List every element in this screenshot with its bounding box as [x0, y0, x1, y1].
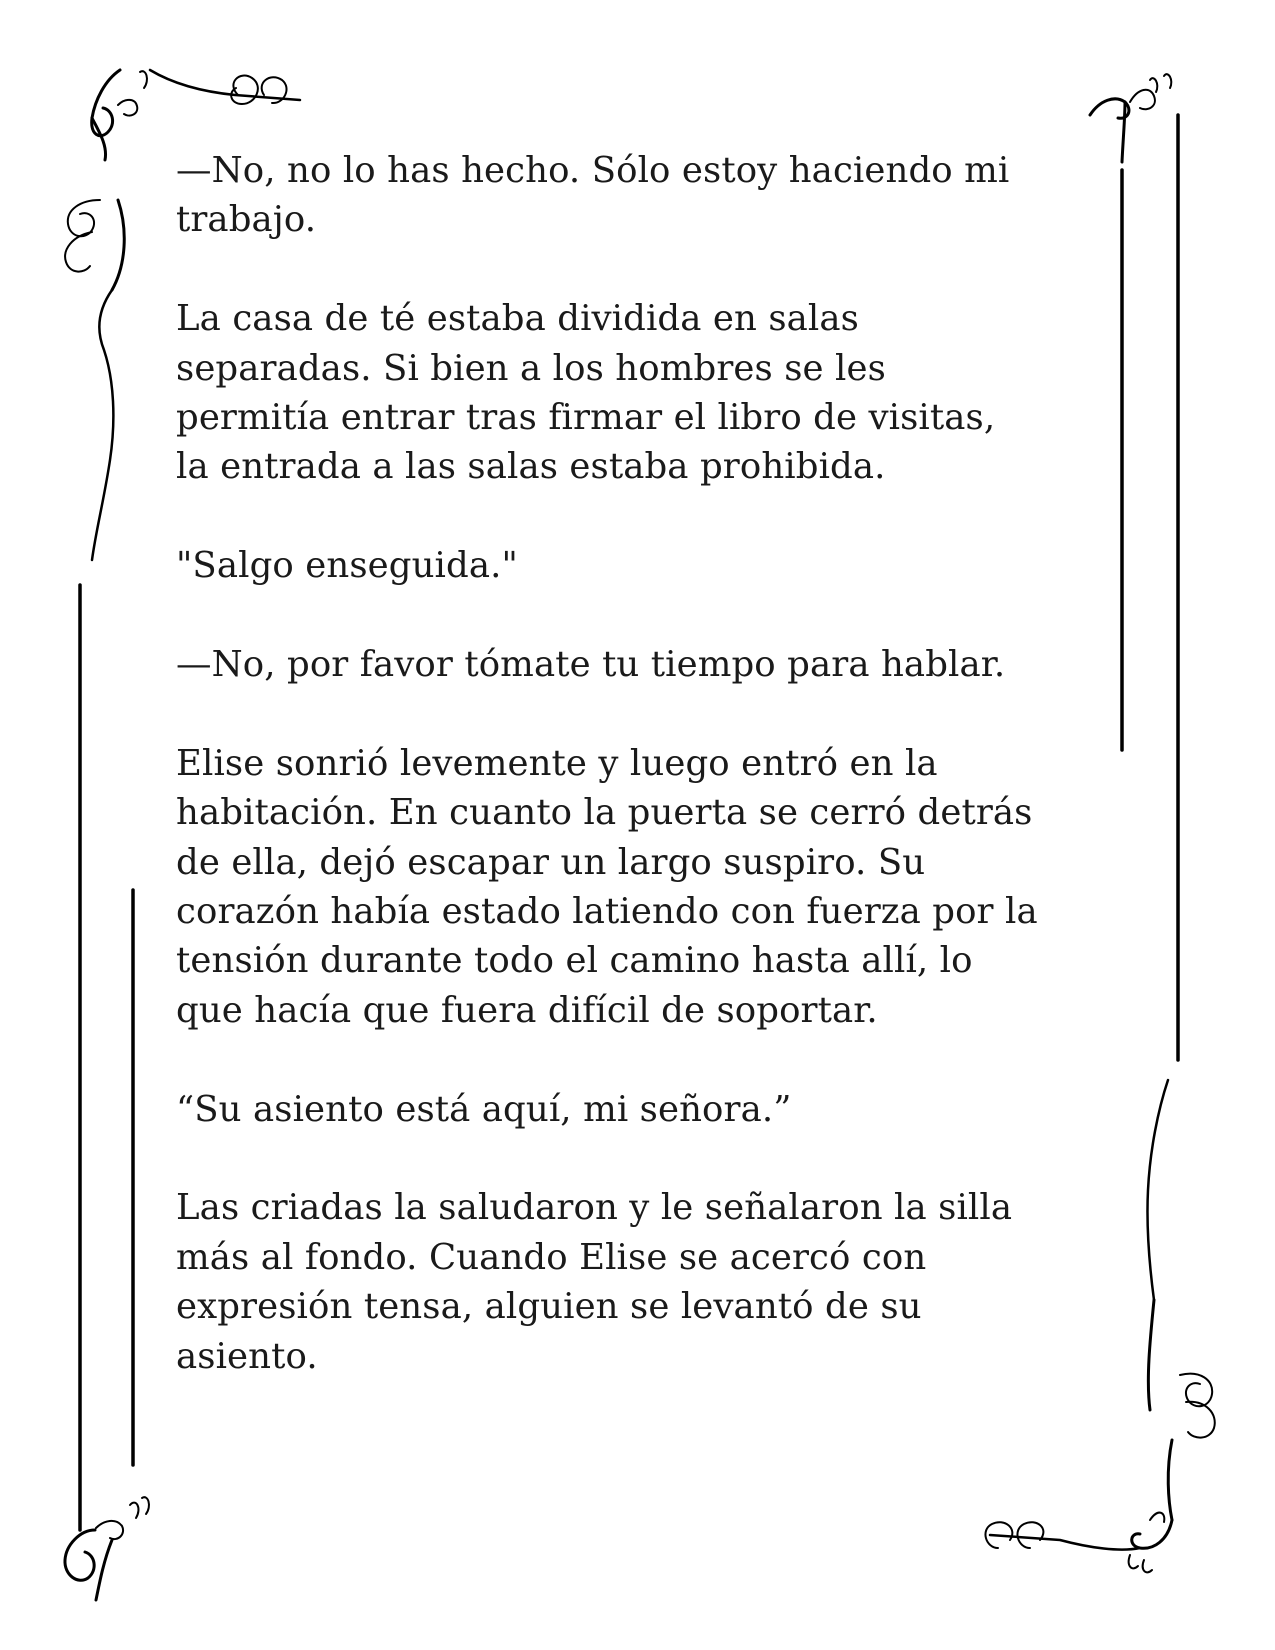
text-line: La casa de té estaba dividida en salas [176, 298, 859, 340]
paragraph-narration-1 [176, 294, 1096, 492]
text-line: "Salgo enseguida." [176, 545, 518, 587]
text-line: la entrada a las salas estaba prohibida. [176, 446, 886, 488]
text-line: tensión durante todo el camino hasta allí, lo [176, 940, 973, 982]
text-line: habitación. En cuanto la puerta se cerró detrás [176, 792, 1033, 834]
paragraph-dialogue-4 [176, 1085, 1096, 1134]
text-line: —No, no lo has hecho. Sólo estoy haciendo mi [176, 150, 1010, 191]
text-line: asiento. [176, 1335, 318, 1377]
paragraph-dialogue-2 [176, 541, 1096, 590]
text-line: “Su asiento está aquí, mi señora.” [176, 1088, 792, 1130]
paragraph-narration-3 [176, 1183, 1096, 1381]
chapter-text [176, 146, 1096, 1430]
text-line: que hacía que fuera difícil de soportar. [176, 989, 878, 1031]
text-line: corazón había estado latiendo con fuerza por la [176, 891, 1038, 933]
paragraph-dialogue-3 [176, 640, 1096, 689]
text-line: separadas. Si bien a los hombres se les [176, 347, 886, 389]
top-right-flourish [1090, 74, 1171, 162]
text-line: —No, por favor tómate tu tiempo para hablar. [176, 644, 1006, 686]
paragraph-narration-2 [176, 739, 1096, 1035]
text-line: Las criadas la saludaron y le señalaron la silla [176, 1187, 1013, 1229]
text-line: de ella, dejó escapar un largo suspiro. Su [176, 841, 926, 883]
text-line: Elise sonrió levemente y luego entró en la [176, 742, 938, 784]
text-line: expresión tensa, alguien se levantó de su [176, 1286, 922, 1328]
text-line: trabajo. [176, 199, 317, 241]
paragraph-dialogue-1 [176, 146, 1096, 245]
text-line: permitía entrar tras firmar el libro de visitas, [176, 397, 996, 439]
text-line: más al fondo. Cuando Elise se acercó con [176, 1236, 927, 1278]
bottom-left-flourish [65, 1497, 149, 1600]
